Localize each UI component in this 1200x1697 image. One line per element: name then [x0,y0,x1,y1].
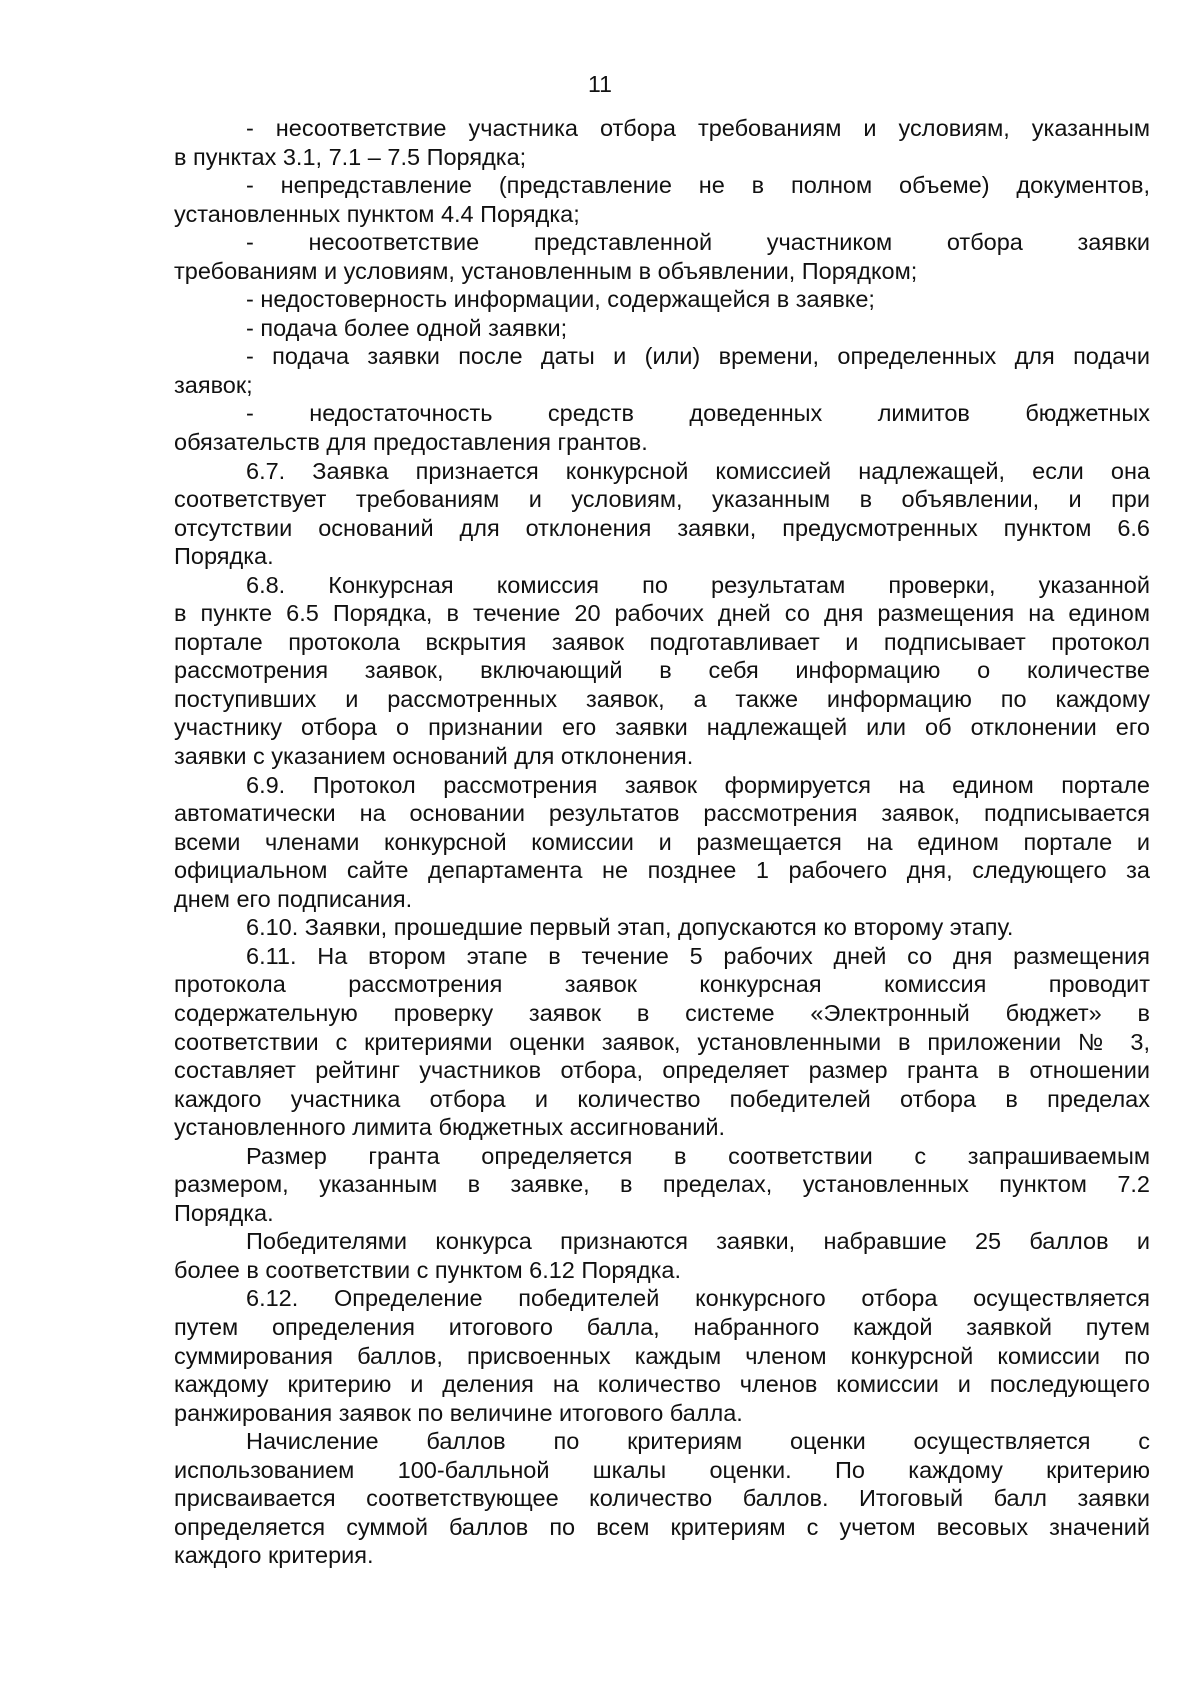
text-line: в пункте 6.5 Порядка, в течение 20 рабочих дней со дня размещения на едином [174,600,1150,627]
text-line: - несоответствие представленной участником отбора заявки [246,229,1150,256]
paragraph-clause-6-12 [174,1284,1150,1427]
paragraph-bullet-6 [174,342,1150,399]
text-line: присваивается соответствующее количество баллов. Итоговый балл заявки [174,1485,1150,1512]
paragraph-clause-6-7 [174,457,1150,571]
paragraph-bullet-7 [174,399,1150,456]
text-line: всеми членами конкурсной комиссии и размещается на едином портале и [174,828,1150,855]
text-line: в пунктах 3.1, 7.1 – 7.5 Порядка; [174,143,527,170]
paragraph-bullet-3 [174,228,1150,285]
text-line: размером, указанным в заявке, в пределах, установленных пунктом 7.2 [174,1171,1150,1198]
text-line: портале протокола вскрытия заявок подготавливает и подписывает протокол [174,628,1150,655]
text-line: каждому критерию и деления на количество членов комиссии и последующего [174,1371,1150,1398]
text-line: использованием 100-балльной шкалы оценки. По каждому критерию [174,1456,1150,1483]
document-body [174,114,1150,1570]
text-line: поступивших и рассмотренных заявок, а также информацию по каждому [174,685,1150,712]
text-line: - недостаточность средств доведенных лимитов бюджетных [246,400,1150,427]
paragraph-winners [174,1227,1150,1284]
text-line: Начисление баллов по критериям оценки осуществляется с [246,1428,1150,1455]
text-line: - непредставление (представление не в полном объеме) документов, [246,172,1150,199]
text-line: 6.7. Заявка признается конкурсной комиссией надлежащей, если она [246,457,1150,484]
text-line: Порядка. [174,543,274,570]
paragraph-bullet-4 [174,285,1150,314]
text-line: установленных пунктом 4.4 Порядка; [174,200,580,227]
text-line: определяется суммой баллов по всем критериям с учетом весовых значений [174,1513,1150,1540]
text-line: 6.11. На втором этапе в течение 5 рабочих дней со дня размещения [246,942,1150,969]
text-line: официальном сайте департамента не позднее 1 рабочего дня, следующего за [174,857,1150,884]
text-line: днем его подписания. [174,885,413,912]
text-line: 6.12. Определение победителей конкурсного отбора осуществляется [246,1285,1150,1312]
text-line: протокола рассмотрения заявок конкурсная комиссия проводит [174,971,1150,998]
text-line: - подача более одной заявки; [246,314,568,341]
text-line: - недостоверность информации, содержащейся в заявке; [246,286,875,313]
paragraph-clause-6-9 [174,771,1150,914]
text-line: 6.8. Конкурсная комиссия по результатам проверки, указанной [246,571,1150,598]
text-line: более в соответствии с пунктом 6.12 Порядка. [174,1256,681,1283]
page-number: 11 [588,71,612,97]
paragraph-grant-size [174,1142,1150,1228]
text-line: участнику отбора о признании его заявки надлежащей или об отклонении его [174,714,1150,741]
paragraph-bullet-5 [174,314,1150,343]
text-line: Порядка. [174,1199,274,1226]
text-line: Победителями конкурса признаются заявки, набравшие 25 баллов и [246,1228,1150,1255]
text-line: обязательств для предоставления грантов. [174,429,648,456]
text-line: отсутствии оснований для отклонения заявки, предусмотренных пунктом 6.6 [174,514,1150,541]
text-line: 6.9. Протокол рассмотрения заявок формируется на едином портале [246,771,1150,798]
text-line: соответствует требованиям и условиям, указанным в объявлении, и при [174,486,1150,513]
paragraph-bullet-1 [174,114,1150,171]
text-line: требованиям и условиям, установленным в объявлении, Порядком; [174,257,918,284]
text-line: каждого участника отбора и количество победителей отбора в пределах [174,1085,1150,1112]
text-line: рассмотрения заявок, включающий в себя информацию о количестве [174,657,1150,684]
text-line: установленного лимита бюджетных ассигнований. [174,1114,726,1141]
text-line: заявки с указанием оснований для отклонения. [174,743,694,770]
paragraph-clause-6-11 [174,942,1150,1142]
text-line: - несоответствие участника отбора требованиям и условиям, указанным [246,115,1150,141]
paragraph-clause-6-10 [174,913,1150,942]
text-line: содержательную проверку заявок в системе «Электронный бюджет» в [174,999,1150,1026]
paragraph-bullet-2 [174,171,1150,228]
paragraph-clause-6-8 [174,571,1150,771]
text-line: путем определения итогового балла, набранного каждой заявкой путем [174,1313,1150,1340]
paragraph-scoring [174,1427,1150,1570]
text-line: суммирования баллов, присвоенных каждым членом конкурсной комиссии по [174,1342,1150,1369]
text-line: соответствии с критериями оценки заявок, установленными в приложении № 3, [174,1028,1150,1055]
text-line: составляет рейтинг участников отбора, определяет размер гранта в отношении [174,1057,1150,1084]
text-line: ранжирования заявок по величине итогового балла. [174,1399,743,1426]
text-line: каждого критерия. [174,1542,374,1569]
text-line: Размер гранта определяется в соответствии с запрашиваемым [246,1142,1150,1169]
text-line: - подача заявки после даты и (или) времени, определенных для подачи [246,343,1150,370]
text-line: заявок; [174,371,253,398]
text-line: 6.10. Заявки, прошедшие первый этап, допускаются ко второму этапу. [246,914,1014,941]
text-line: автоматически на основании результатов рассмотрения заявок, подписывается [174,800,1150,827]
